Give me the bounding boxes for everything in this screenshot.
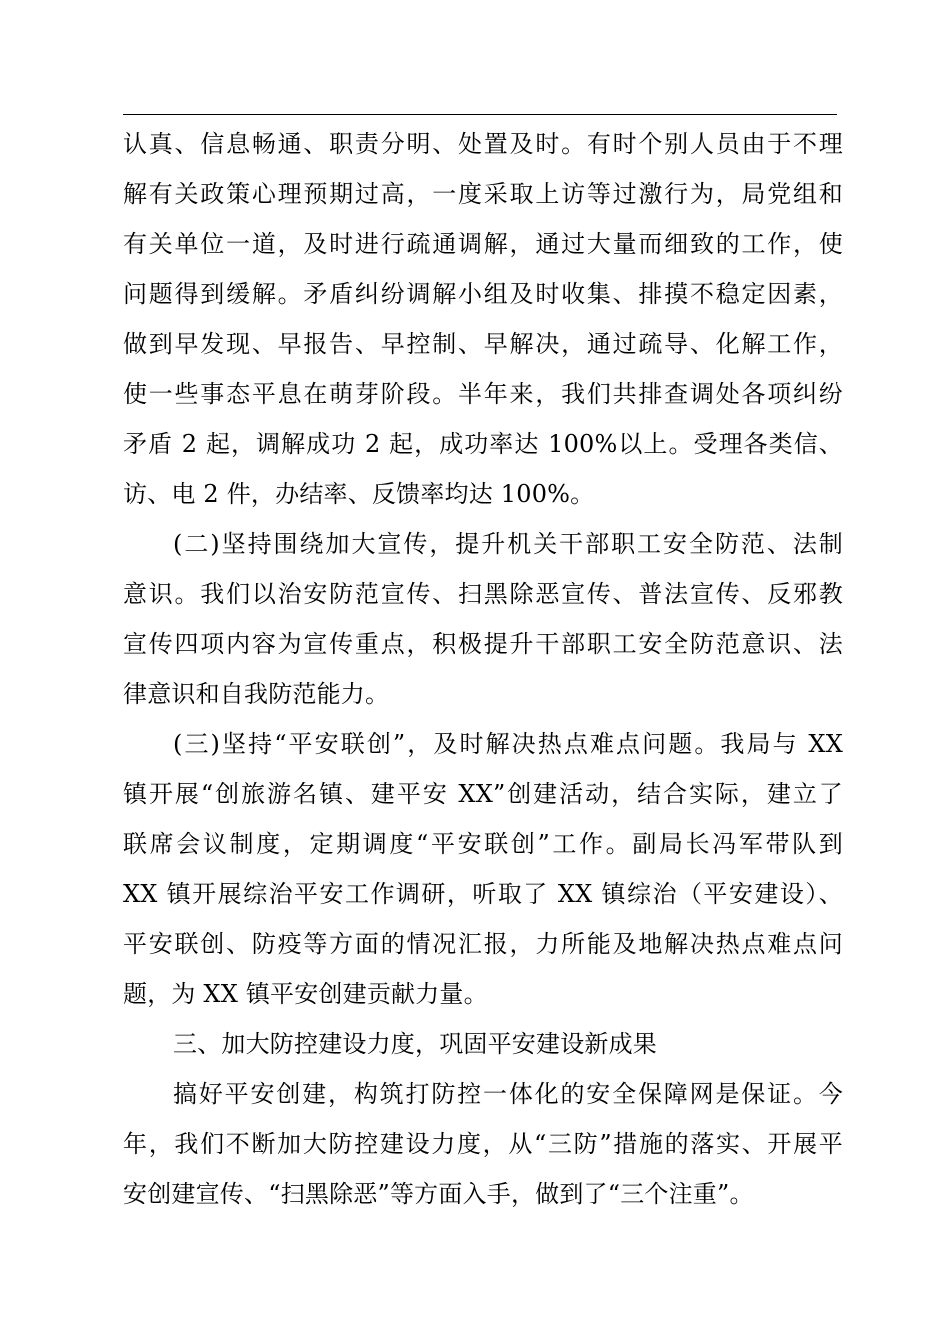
text-line: 问题得到缓解。矛盾纠纷调解小组及时收集、排摸不稳定因素， — [123, 280, 843, 308]
text-line: 解有关政策心理预期过高，一度采取上访等过激行为，局党组和 — [123, 180, 843, 208]
paragraph-heading-3: (三)坚持“平安联创”，及时解决热点难点问题。我局与 XX — [173, 730, 843, 758]
paragraph-heading-2: (二)坚持围绕加大宣传，提升机关干部职工安全防范、法制 — [173, 530, 843, 558]
text-line: 题，为 XX 镇平安创建贡献力量。 — [123, 980, 488, 1008]
text-line: 联席会议制度，定期调度“平安联创”工作。副局长冯军带队到 — [123, 830, 843, 858]
text-line: 使一些事态平息在萌芽阶段。半年来，我们共排查调处各项纠纷 — [123, 380, 843, 408]
text-line: 矛盾 2 起，调解成功 2 起，成功率达 100%以上。受理各类信、 — [123, 430, 843, 458]
header-rule — [123, 114, 837, 115]
text-line: 有关单位一道，及时进行疏通调解，通过大量而细致的工作，使 — [123, 230, 843, 258]
text-line: 认真、信息畅通、职责分明、处置及时。有时个别人员由于不理 — [123, 130, 843, 158]
text-line: 搞好平安创建，构筑打防控一体化的安全保障网是保证。今 — [173, 1080, 843, 1108]
text-line: XX 镇开展综治平安工作调研，听取了 XX 镇综治（平安建设）、 — [123, 880, 843, 908]
text-line: 年，我们不断加大防控建设力度，从“三防”措施的落实、开展平 — [123, 1130, 843, 1158]
section-heading: 三、加大防控建设力度，巩固平安建设新成果 — [173, 1030, 657, 1058]
text-line: 安创建宣传、“扫黑除恶”等方面入手，做到了“三个注重”。 — [123, 1180, 754, 1208]
text-line: 做到早发现、早报告、早控制、早解决，通过疏导、化解工作， — [123, 330, 843, 358]
text-line: 意识。我们以治安防范宣传、扫黑除恶宣传、普法宣传、反邪教 — [123, 580, 843, 608]
text-line: 镇开展“创旅游名镇、建平安 XX”创建活动，结合实际，建立了 — [123, 780, 843, 808]
text-line: 宣传四项内容为宣传重点，积极提升干部职工安全防范意识、法 — [123, 630, 843, 658]
text-line: 律意识和自我防范能力。 — [123, 680, 390, 708]
text-line: 访、电 2 件，办结率、反馈率均达 100%。 — [123, 480, 595, 508]
text-line: 平安联创、防疫等方面的情况汇报，力所能及地解决热点难点问 — [123, 930, 843, 958]
